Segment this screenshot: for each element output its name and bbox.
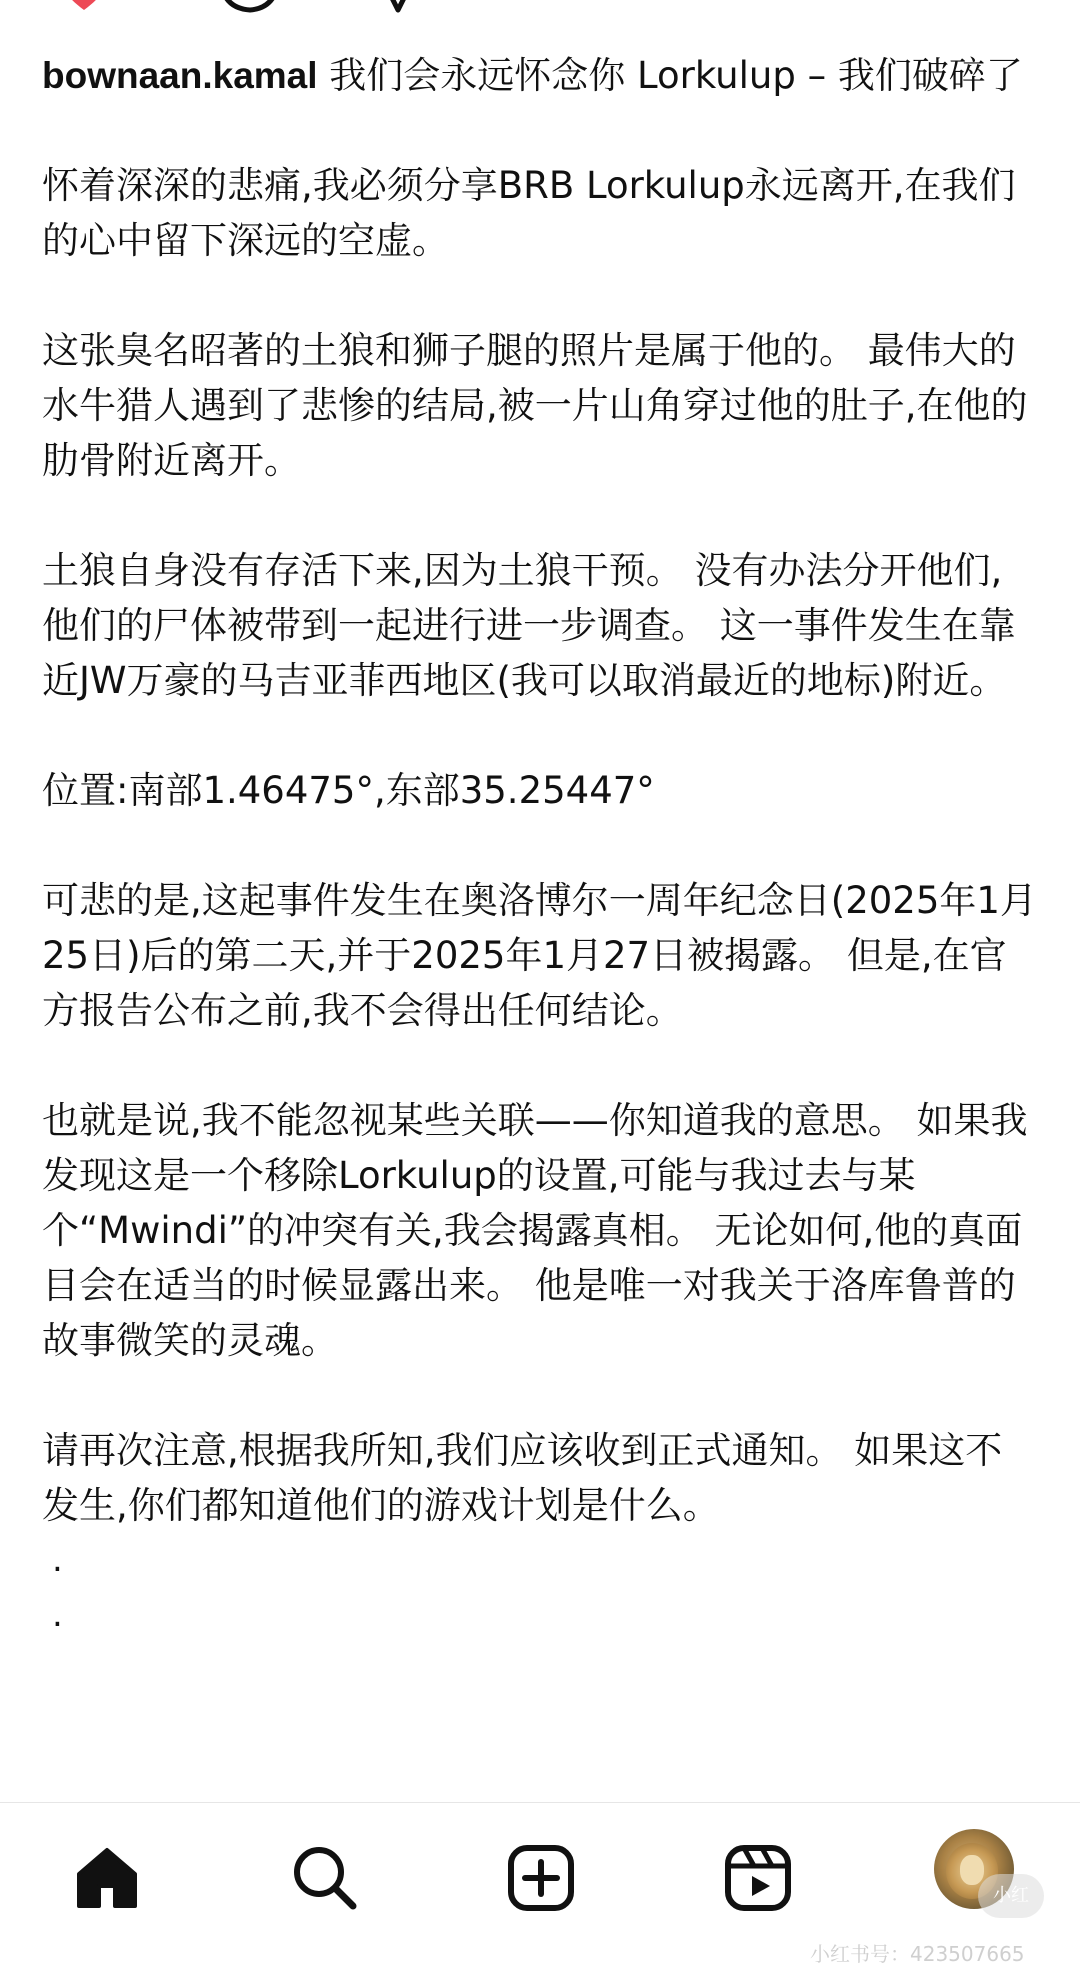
share-icon[interactable] [378,0,418,16]
home-icon [71,1842,143,1914]
caption-paragraph-5: 可悲的是,这起事件发生在奥洛博尔一周年纪念日(2025年1月25日)后的第二天,并于2025年1月27日被揭露。 但是,在官方报告公布之前,我不会得出任何结论。 [42,879,1037,1032]
comment-icon[interactable] [215,0,285,16]
caption-dot-1: . [52,1540,63,1580]
caption-title: 我们会永远怀念你 Lorkulup – 我们破碎了 [329,54,1023,97]
caption-paragraph-7: 请再次注意,根据我所知,我们应该收到正式通知。 如果这不发生,你们都知道他们的游戏计划是什么。 [42,1429,1003,1527]
post-caption [42,48,1037,1643]
reels-icon [722,1842,794,1914]
caption-paragraph-1: 怀着深深的悲痛,我必须分享BRB Lorkulup永远离开,在我们的心中留下深远的空虚。 [42,164,1016,262]
nav-create[interactable] [496,1833,586,1923]
add-post-icon [505,1842,577,1914]
username-link[interactable]: bownaan.kamal [42,55,318,96]
caption-paragraph-6: 也就是说,我不能忽视某些关联——你知道我的意思。 如果我发现这是一个移除Lorkulup的设置,可能与我过去与某个“Mwindi”的冲突有关,我会揭露真相。 无论如何,他的真面目会在适当的时候显露出来。 他是唯一对我关于洛库鲁普的故事微笑的灵魂。 [42,1099,1028,1362]
watermark-logo: 小红 [978,1874,1044,1918]
caption-dot-2: . [52,1595,63,1635]
caption-title-line [42,48,1037,103]
nav-reels[interactable] [713,1833,803,1923]
nav-search[interactable] [280,1833,370,1923]
bookmark-icon[interactable] [992,0,1032,10]
nav-home[interactable] [62,1833,152,1923]
avatar-lion-face [960,1855,984,1885]
caption-paragraph-3: 土狼自身没有存活下来,因为土狼干预。 没有办法分开他们,他们的尸体被带到一起进行进一步调查。 这一事件发生在靠近JW万豪的马吉亚菲西地区(我可以取消最近的地标)附近。 [42,549,1016,702]
like-heart-icon[interactable] [62,0,106,12]
caption-paragraph-2: 这张臭名昭著的土狼和狮子腿的照片是属于他的。 最伟大的水牛猎人遇到了悲惨的结局,被一片山角穿过他的肚子,在他的肋骨附近离开。 [42,329,1028,482]
search-icon [289,1842,361,1914]
watermark-text: 小红书号：423507665 [810,1942,1025,1966]
caption-location: 位置:南部1.46475°,东部35.25447° [42,769,655,812]
post-action-bar [0,0,1080,20]
